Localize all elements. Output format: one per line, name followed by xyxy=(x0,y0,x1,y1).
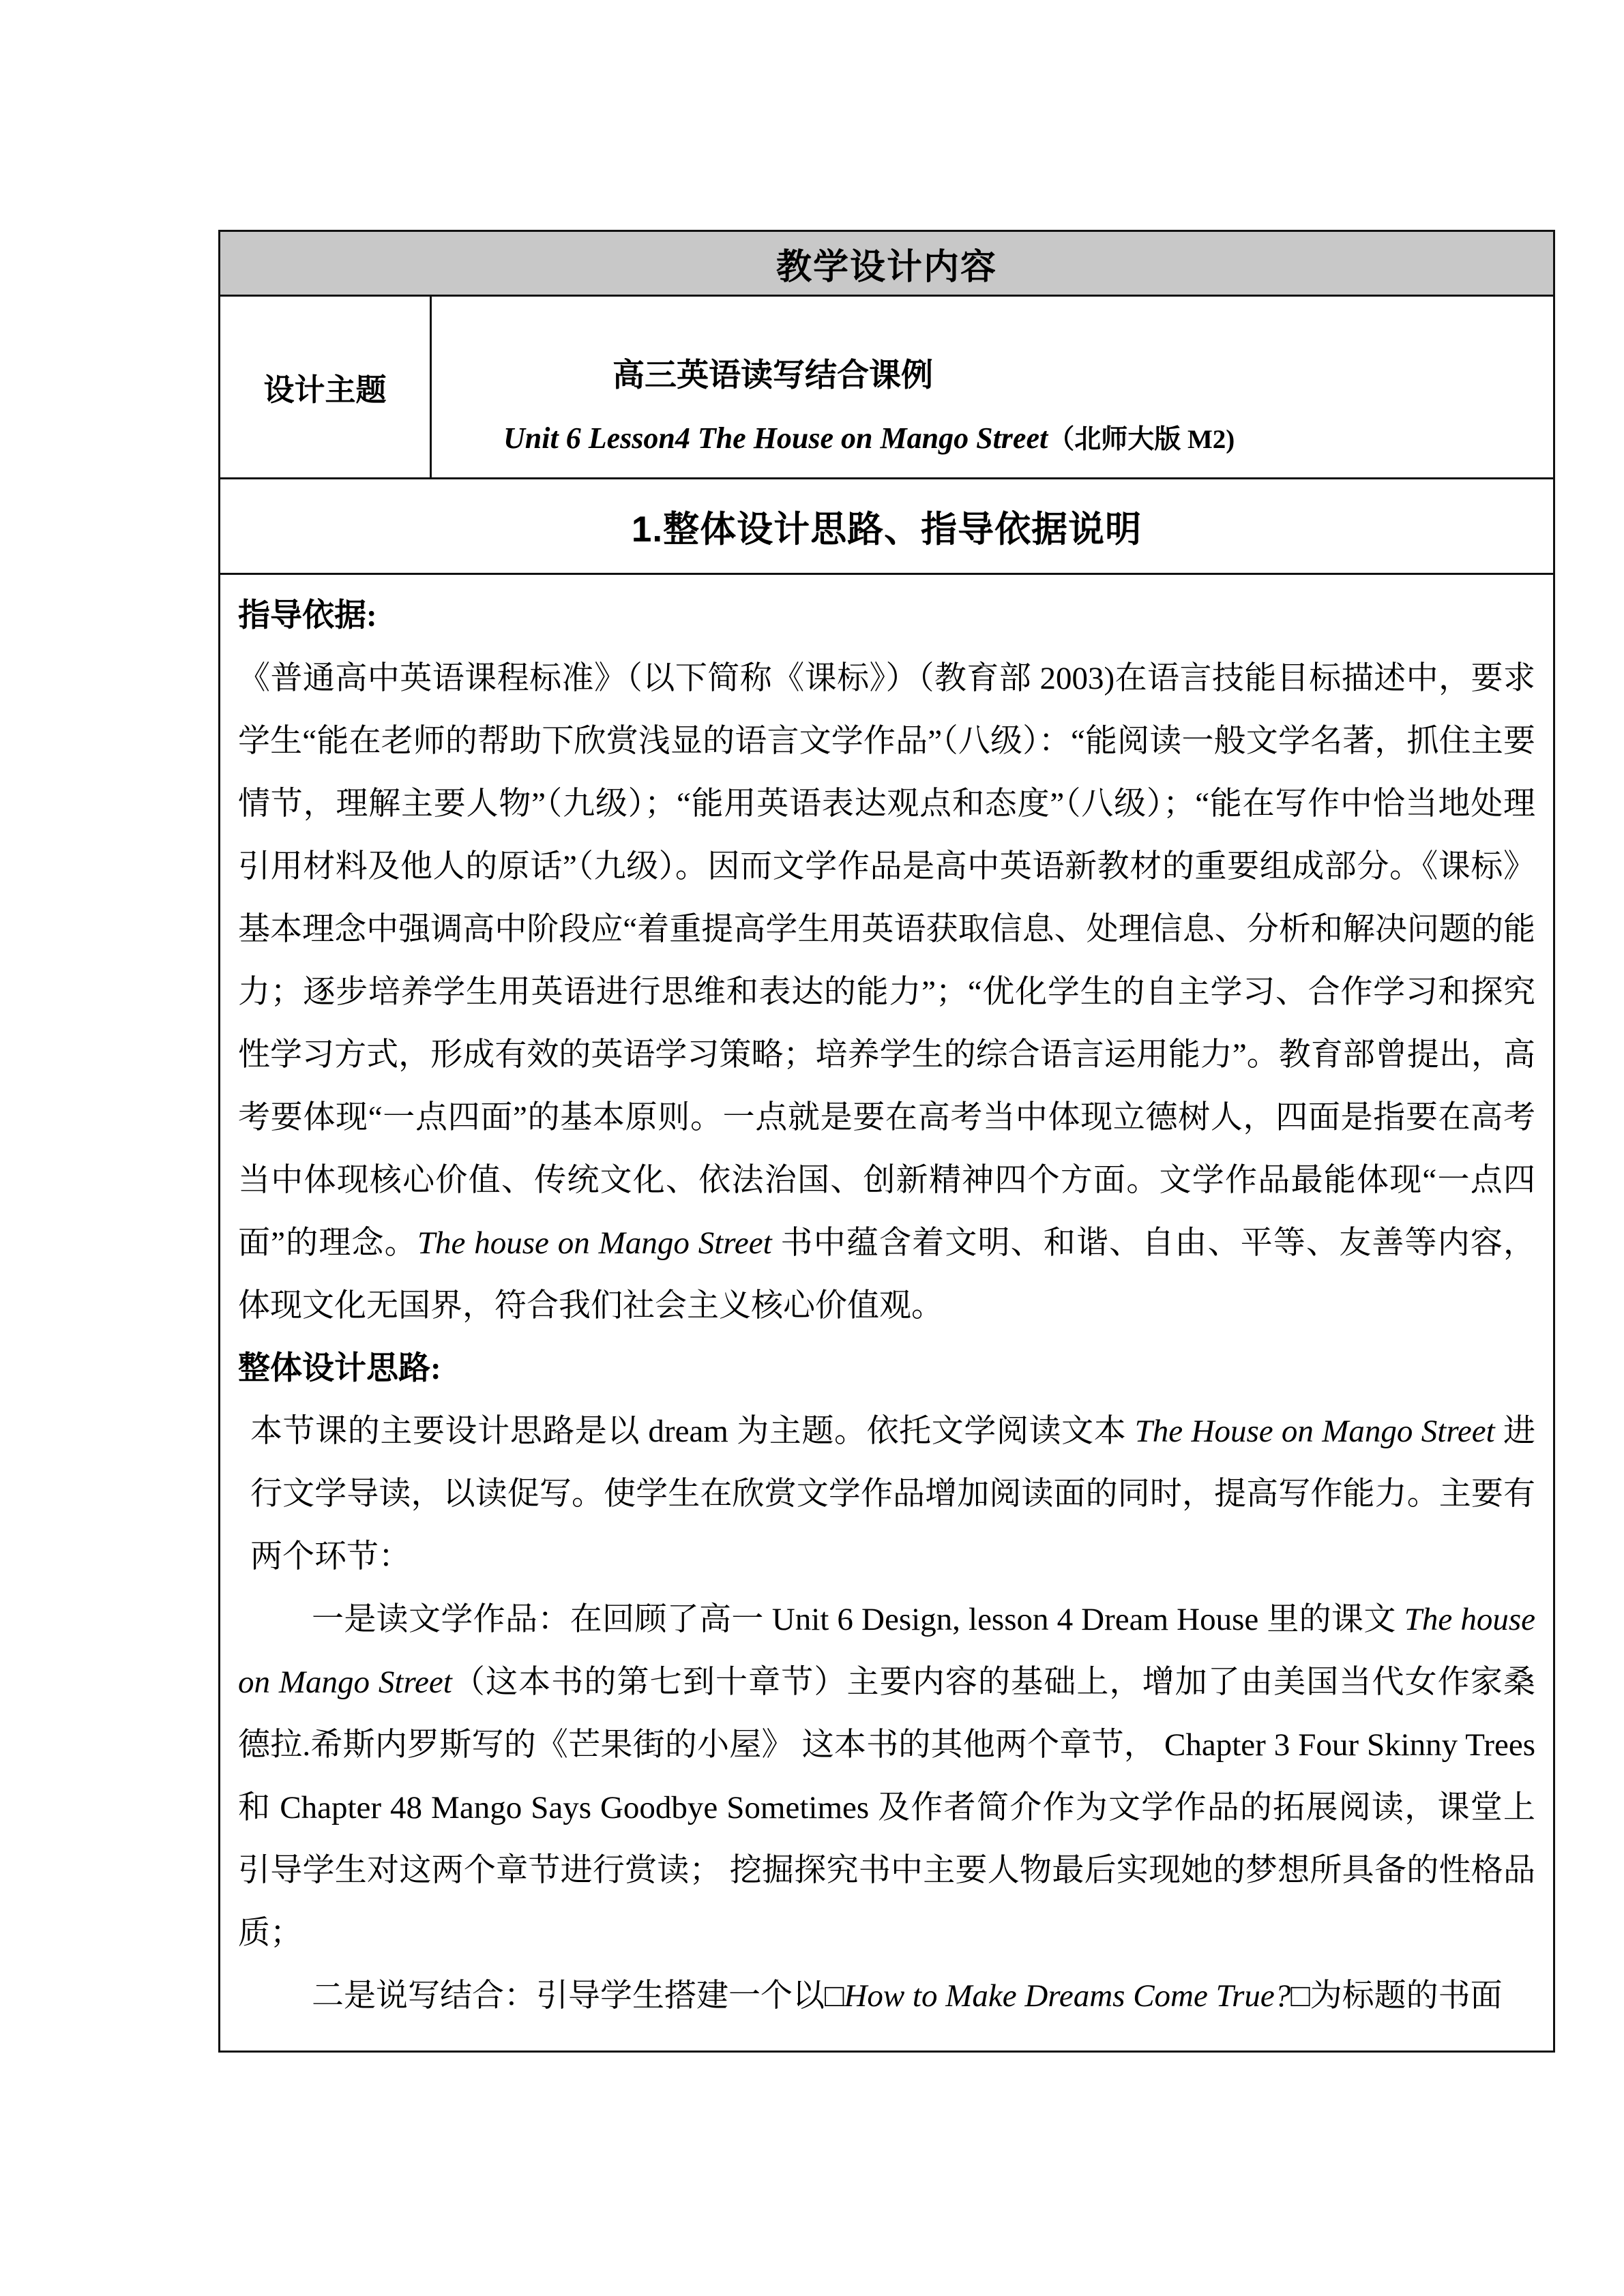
lesson-design-table xyxy=(218,230,1555,2053)
point1-paragraph xyxy=(238,1588,1535,1965)
essay-title-italic: How to Make Dreams Come True? xyxy=(844,1978,1291,2014)
section-header-row xyxy=(220,479,1553,575)
point2-text-part2: □为标题的书面 xyxy=(1290,1978,1503,2014)
design-theme-label-cell xyxy=(220,297,432,477)
design-theme-content-cell xyxy=(432,297,1553,477)
document-title: 教学设计内容 xyxy=(776,247,997,287)
guide-text-part1: 《普通高中英语课程标准》（以下简称《课标》）（教育部 2003)在语言技能目标描述中，要求学生“能在老师的帮助下欣赏浅显的语言文学作品”（八级）：“能阅读一般文学名著，抓住主要情节，理解主要人物”（九级）；“能用英语表达观点和态度”（八级）；“能在写作中恰当地处理引用材料及他人的原话”（九级）。因而文学作品是高中英语新教材的重要组成部分。《课标》基本理念中强调高中阶段应“着重提高学生用英语获取信息、处理信息、分析和解决问题的能力；逐步培养学生用英语进行思维和表达的能力”；“优化学生的自主学习、合作学习和探究性学习方式，形成有效的英语学习策略；培养学生的综合语言运用能力”。教育部曾提出，高考要体现“一点四面”的基本原则。一点就是要在高考当中体现立德树人，四面是指要在高考当中体现核心价值、传统文化、依法治国、创新精神四个方面。文学作品最能体现“一点四面”的理念。 xyxy=(238,661,1535,1261)
intro-text-part2: 进行文学导读，以读促写。使学生在欣赏文学作品增加阅读面的同时，提高写作能力。主要有两个环节： xyxy=(250,1414,1535,1575)
guide-basis-paragraph xyxy=(238,647,1535,1337)
unit-title: Unit 6 Lesson4 The House on Mango Street xyxy=(503,421,1048,455)
guide-text-part2: 书中蕴含着文明、和谐、自由、平等、友善等内容，体现文化无国界，符合我们社会主义核心价值观。 xyxy=(238,1225,1536,1324)
book-title-italic: The house on Mango Street xyxy=(238,1602,1535,1700)
textbook-edition: （北师大版 M2) xyxy=(1048,425,1235,454)
intro-text-part1: 本节课的主要设计思路是以 dream 为主题。依托文学阅读文本 xyxy=(250,1414,1135,1449)
book-title-italic: The House on Mango Street xyxy=(1134,1414,1495,1449)
design-theme-row xyxy=(220,297,1553,479)
course-title: 高三英语读写结合课例 xyxy=(612,358,933,393)
table-title-bar xyxy=(220,232,1553,297)
section-title: 1.整体设计思路、指导依据说明 xyxy=(631,509,1142,550)
point2-text-part1: 二是说写结合：引导学生搭建一个以□ xyxy=(312,1978,844,2014)
table-body-cell xyxy=(220,575,1553,2051)
overall-design-heading: 整体设计思路: xyxy=(238,1351,441,1386)
point1-text-part2: （这本书的第七到十章节）主要内容的基础上，增加了由美国当代女作家桑德拉.希斯内罗斯写的《芒果街的小屋》 这本书的其他两个章节， Chapter 3 Four Skinny Trees 和 Chapter 48 Mango Says Goodbye Sometimes 及作者简介作为文学作品的拓展阅读，课堂上引导学生对这两个章节进行赏读； 挖掘探究书中主要人物最后实现她的梦想所具备的性格品质； xyxy=(238,1665,1535,1951)
overall-intro-paragraph xyxy=(250,1400,1535,1588)
guide-basis-heading: 指导依据: xyxy=(238,598,377,633)
unit-title-line xyxy=(432,407,1553,471)
point1-text-part1: 一是读文学作品：在回顾了高一 Unit 6 Design, lesson 4 Dream House 里的课文 xyxy=(312,1602,1404,1637)
point2-paragraph xyxy=(238,1965,1535,2027)
book-title-italic: The house on Mango Street xyxy=(417,1225,772,1261)
design-theme-label: 设计主题 xyxy=(263,372,387,407)
